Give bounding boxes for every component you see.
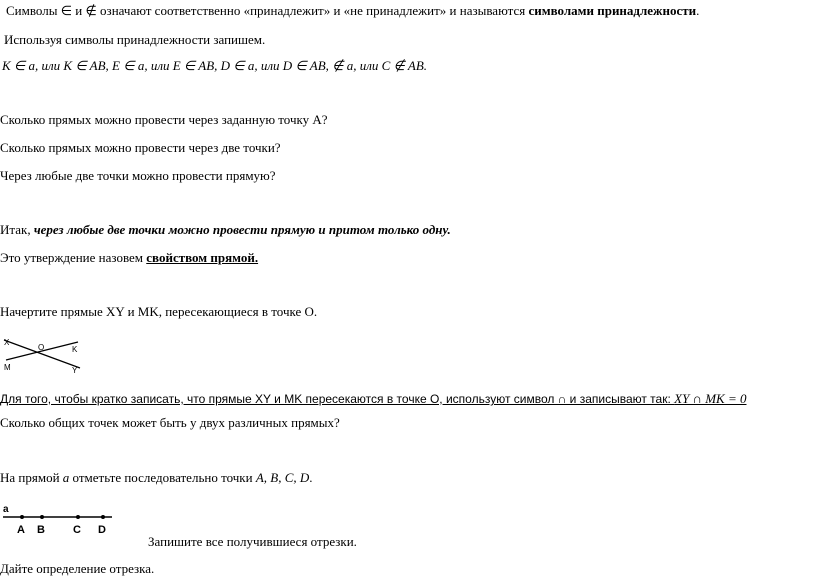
points-on-line-figure xyxy=(0,502,120,536)
task-mark-points xyxy=(0,470,313,486)
task-mark-points-text2: отметьте последовательно точки xyxy=(69,470,256,485)
question-lines-through-point: Сколько прямых можно провести через заданную точку А? xyxy=(0,112,328,127)
task-mark-points-text: На прямой xyxy=(0,470,63,485)
membership-examples: K ∈ a, или K ∈ AB, E ∈ a, или E ∈ AB, D ∈ a, или D ∈ AB, ∉ a, или C ∉ AB. xyxy=(2,58,428,73)
paragraph-line-property xyxy=(0,250,258,266)
conclusion-intro: Итак, xyxy=(0,222,34,237)
label-y: Y xyxy=(72,366,78,375)
point-a xyxy=(20,515,24,519)
label-line-a: a xyxy=(3,504,9,515)
paragraph-using-symbols: Используя символы принадлежности запишем. xyxy=(4,32,266,47)
question-common-points: Сколько общих точек может быть у двух различных прямых? xyxy=(0,415,340,430)
symbols-period: . xyxy=(696,3,700,18)
task-define-segment: Дайте определение отрезка. xyxy=(0,561,155,576)
property-term: свойством прямой. xyxy=(146,250,259,265)
conclusion-statement: через любые две точки можно провести прямую и притом только одну. xyxy=(33,222,451,237)
task-write-segments: Запишите все получившиеся отрезки. xyxy=(148,534,357,549)
label-o: O xyxy=(38,343,45,352)
label-m: M xyxy=(4,363,11,372)
intersecting-lines-figure xyxy=(0,330,90,375)
intersection-text: Для того, чтобы кратко записать, что прямые XY и MK пересекаются в точке О, используют символ ∩ и записывают так: xyxy=(0,392,675,406)
label-k: K xyxy=(72,345,78,354)
label-point-a: A xyxy=(17,524,25,536)
paragraph-symbols xyxy=(6,3,699,19)
property-intro: Это утверждение назовем xyxy=(0,250,147,265)
label-point-b: B xyxy=(37,524,45,536)
task-draw-lines: Начертите прямые XY и MK, пересекающиеся в точке О. xyxy=(0,304,318,319)
point-d xyxy=(101,515,105,519)
label-point-d: D xyxy=(98,524,106,536)
question-line-exists: Через любые две точки можно провести прямую? xyxy=(0,168,276,183)
paragraph-intersection-symbol xyxy=(0,391,746,407)
question-lines-through-two-points: Сколько прямых можно провести через две точки? xyxy=(0,140,281,155)
label-point-c: C xyxy=(73,524,81,536)
intersection-formula: XY ∩ MK = 0 xyxy=(674,391,747,406)
symbols-text: Символы ∈ и ∉ означают соответственно «принадлежит» и «не принадлежит» и называются xyxy=(6,3,529,18)
label-x: X xyxy=(4,338,10,347)
point-b xyxy=(40,515,44,519)
paragraph-conclusion xyxy=(0,222,451,238)
task-point-names: A, B, C, D xyxy=(255,470,310,485)
task-line-name: a xyxy=(62,470,70,485)
task-mark-points-period: . xyxy=(309,470,313,485)
point-c xyxy=(76,515,80,519)
symbols-term: символами принадлежности xyxy=(528,3,697,18)
